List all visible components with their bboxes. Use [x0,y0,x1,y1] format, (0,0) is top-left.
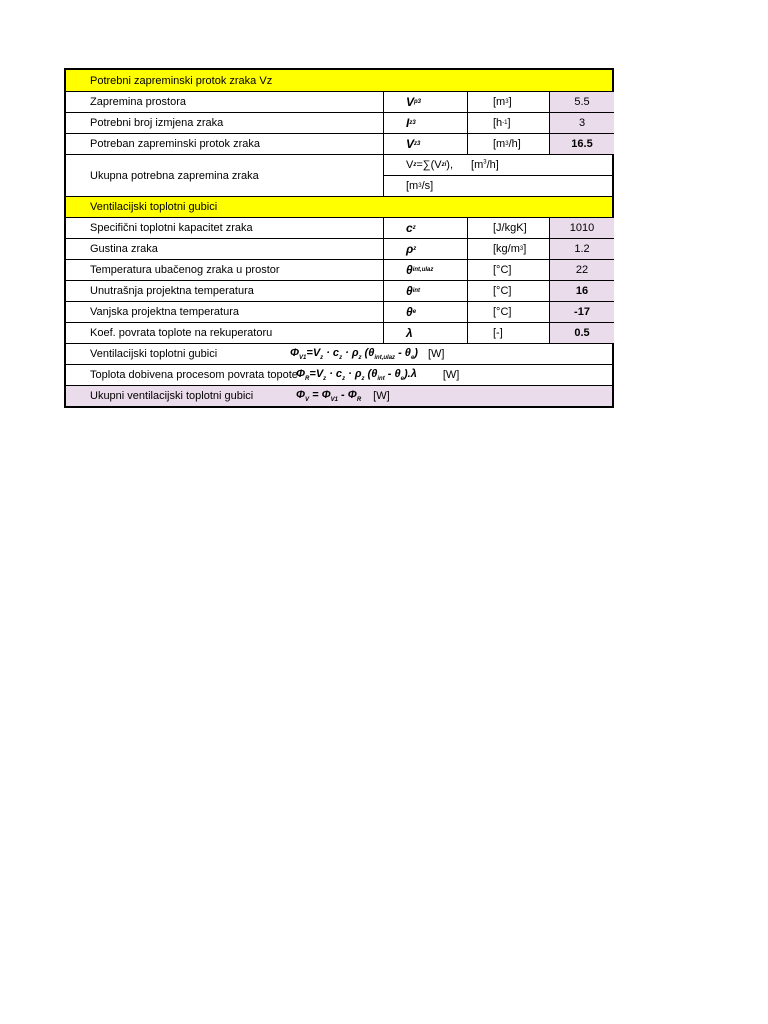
merged-right [384,155,612,196]
row-value[interactable]: 5.5 [550,92,614,112]
row-symbol: V z3 [384,134,468,154]
spreadsheet-table [64,68,614,408]
row-symbol: I z3 [384,113,468,133]
row-value[interactable]: 16.5 [550,134,614,154]
row-unit: [°C] [468,260,550,280]
row-symbol: V p3 [384,92,468,112]
row-label: Specifični toplotni kapacitet zraka [66,218,384,238]
section-title: Potrebni zapreminski protok zraka Vz [90,74,273,87]
row-label: Zapremina prostora [66,92,384,112]
row-unit: [°C] [468,281,550,301]
row-label: Temperatura ubačenog zraka u prostor [66,260,384,280]
row-label: Vanjska projektna temperatura [66,302,384,322]
row-value[interactable]: 22 [550,260,614,280]
formula-unit: [W] [442,369,460,381]
row-unit: [°C] [468,302,550,322]
row-value[interactable]: 1010 [550,218,614,238]
row-unit: [h -1 ] [468,113,550,133]
row-unit: [kg/m 3 ] [468,239,550,259]
row-value[interactable]: -17 [550,302,614,322]
table-row [66,280,612,301]
table-row-merged [66,154,612,196]
row-label: Koef. povrata toplote na rekuperatoru [66,323,384,343]
section-header-protok [66,70,612,91]
merged-top-formula: V z =∑(V zi ), $[m^3/h]$ [384,155,612,176]
row-value[interactable]: 16 [550,281,614,301]
row-symbol: c z [384,218,468,238]
formula-row-povrat [66,364,612,385]
row-symbol: θ int [384,281,468,301]
row-label: Gustina zraka [66,239,384,259]
section-title: Ventilacijski toplotni gubici [90,201,218,213]
table-row [66,112,612,133]
table-row [66,301,612,322]
formula-unit: [W] [427,348,445,360]
table-row [66,133,612,154]
row-unit: [m 3 ] [468,92,550,112]
row-label: Ukupna potrebna zapremina zraka [66,155,384,196]
formula-row-ventilacijski [66,343,612,364]
row-symbol: ρ z [384,239,468,259]
row-label: Unutrašnja projektna temperatura [66,281,384,301]
formula-expression: $\Phi_R=V_z \cdot c_z \cdot \rho_z$ $(\theta_{int} - \theta_e).\lambda$ [W] [296,367,460,383]
row-label: Potreban zapreminski protok zraka [66,134,384,154]
row-unit: [-] [468,323,550,343]
section-header-gubici [66,196,612,217]
table-row [66,259,612,280]
row-unit: [J/kgK] [468,218,550,238]
table-row [66,238,612,259]
table-row [66,91,612,112]
formula-label: Ukupni ventilacijski toplotni gubici [90,390,254,402]
row-label: Potrebni broj izmjena zraka [66,113,384,133]
row-symbol: λ [384,323,468,343]
formula-label: Ventilacijski toplotni gubici [90,348,218,360]
formula-label: Toplota dobivena procesom povrata topote [90,369,298,381]
formula-expression: $\Phi_{V1}=V_z \cdot c_z \cdot \rho_z$ $(\theta_{int,ulaz} - \theta_e)$ [W] [290,346,445,362]
row-value[interactable]: 1.2 [550,239,614,259]
table-row [66,217,612,238]
formula-expression: $\Phi_V = \Phi_{V1} - \Phi_R$ [W] [296,388,390,404]
row-value[interactable]: 3 [550,113,614,133]
table-row [66,322,612,343]
formula-unit: [W] [373,390,390,402]
row-symbol: θ e [384,302,468,322]
row-unit: [m 3 /h] [468,134,550,154]
merged-bottom-unit[interactable]: [m 3 /s] [406,180,434,192]
row-symbol: θ int,ulaz [384,260,468,280]
row-value[interactable]: 0.5 [550,323,614,343]
formula-row-ukupni [66,385,612,406]
